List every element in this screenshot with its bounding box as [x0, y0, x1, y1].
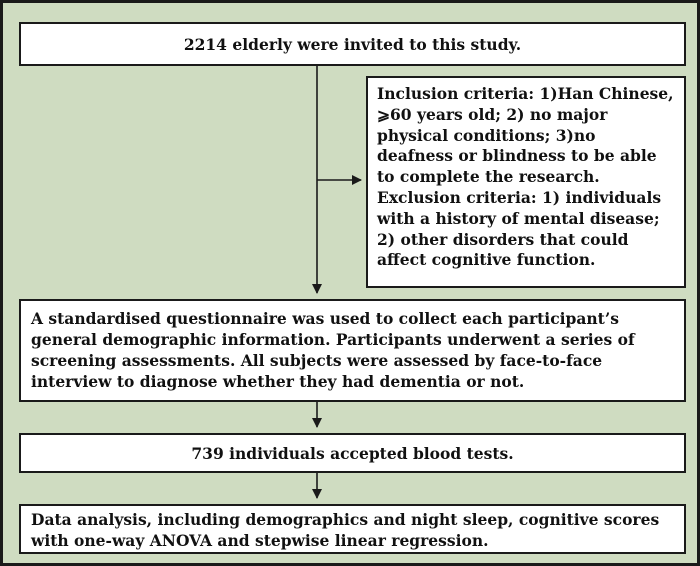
analysis-box	[19, 504, 686, 554]
questionnaire-text: A standardised questionnaire was used to collect each participant’s general demographic information. Participants underwent a series of screening assessments. All subjects were assessed by face-to-face interview to diagnose whether they had dementia or not.	[31, 309, 635, 391]
questionnaire-box	[19, 299, 686, 402]
blood-tests-box	[19, 433, 686, 473]
invited-box	[19, 22, 686, 66]
inclusion-criteria-text: Inclusion criteria: 1)Han Chinese, ⩾60 years old; 2) no major physical conditions; 3)no deafness or blindness to be able to complete the research.	[377, 84, 674, 187]
blood-tests-text: 739 individuals accepted blood tests.	[191, 443, 514, 463]
exclusion-criteria-text: Exclusion criteria: 1) individuals with a history of mental disease; 2) other disorders that could affect cognitive function.	[377, 187, 662, 270]
criteria-box	[366, 76, 686, 288]
invited-text: 2214 elderly were invited to this study.	[183, 34, 522, 54]
analysis-text: Data analysis, including demographics and night sleep, cognitive scores with one-way ANOVA and stepwise linear regression.	[31, 510, 660, 550]
